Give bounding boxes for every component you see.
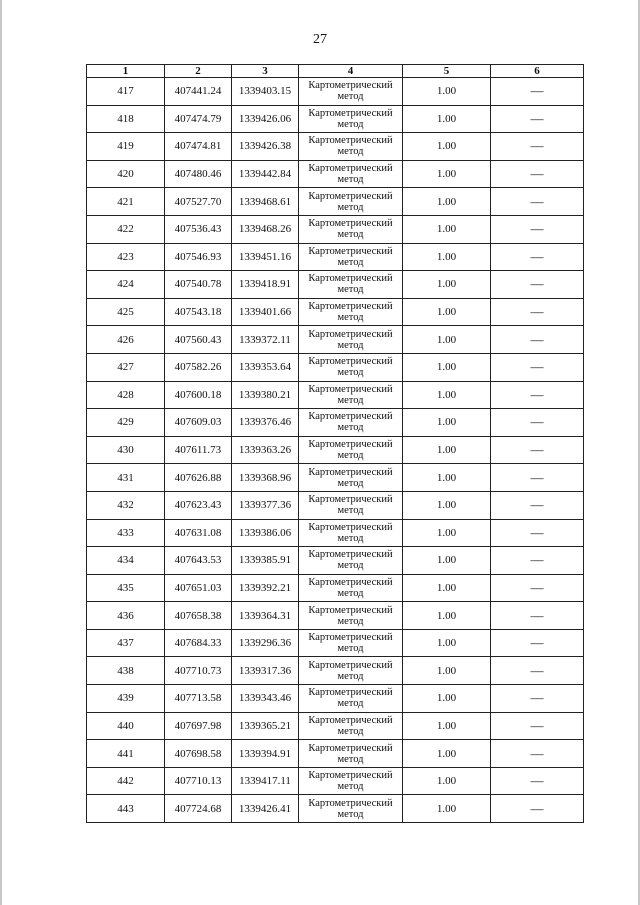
point-number-cell: 421 — [87, 188, 165, 216]
x-coordinate-cell: 407698.58 — [165, 740, 232, 768]
accuracy-cell: 1.00 — [403, 105, 491, 133]
y-coordinate-cell: 1339442.84 — [232, 160, 299, 188]
accuracy-cell: 1.00 — [403, 409, 491, 437]
x-coordinate-cell: 407600.18 — [165, 381, 232, 409]
x-coordinate-cell: 407643.53 — [165, 547, 232, 575]
method-cell: Картометрический метод — [299, 271, 403, 299]
x-coordinate-cell: 407611.73 — [165, 436, 232, 464]
point-number-cell: 434 — [87, 547, 165, 575]
description-cell: — — [491, 740, 584, 768]
description-cell: — — [491, 464, 584, 492]
accuracy-cell: 1.00 — [403, 795, 491, 823]
x-coordinate-cell: 407480.46 — [165, 160, 232, 188]
x-coordinate-cell: 407651.03 — [165, 574, 232, 602]
description-cell: — — [491, 188, 584, 216]
method-cell: Картометрический метод — [299, 795, 403, 823]
point-number-cell: 436 — [87, 602, 165, 630]
point-number-cell: 425 — [87, 298, 165, 326]
left-page-edge — [0, 0, 2, 905]
method-cell: Картометрический метод — [299, 215, 403, 243]
method-cell: Картометрический метод — [299, 629, 403, 657]
point-number-cell: 420 — [87, 160, 165, 188]
table-row — [87, 243, 584, 271]
y-coordinate-cell: 1339385.91 — [232, 547, 299, 575]
description-cell: — — [491, 215, 584, 243]
table-row — [87, 188, 584, 216]
description-cell: — — [491, 436, 584, 464]
table-row — [87, 160, 584, 188]
column-header: 1 — [87, 65, 165, 78]
point-number-cell: 418 — [87, 105, 165, 133]
x-coordinate-cell: 407527.70 — [165, 188, 232, 216]
y-coordinate-cell: 1339368.96 — [232, 464, 299, 492]
x-coordinate-cell: 407710.73 — [165, 657, 232, 685]
method-cell: Картометрический метод — [299, 685, 403, 713]
y-coordinate-cell: 1339392.21 — [232, 574, 299, 602]
table-row — [87, 574, 584, 602]
x-coordinate-cell: 407623.43 — [165, 491, 232, 519]
point-number-cell: 424 — [87, 271, 165, 299]
x-coordinate-cell: 407546.93 — [165, 243, 232, 271]
table-row — [87, 271, 584, 299]
y-coordinate-cell: 1339380.21 — [232, 381, 299, 409]
method-cell: Картометрический метод — [299, 243, 403, 271]
x-coordinate-cell: 407609.03 — [165, 409, 232, 437]
y-coordinate-cell: 1339317.36 — [232, 657, 299, 685]
accuracy-cell: 1.00 — [403, 464, 491, 492]
description-cell: — — [491, 795, 584, 823]
accuracy-cell: 1.00 — [403, 629, 491, 657]
method-cell: Картометрический метод — [299, 160, 403, 188]
x-coordinate-cell: 407724.68 — [165, 795, 232, 823]
description-cell: — — [491, 657, 584, 685]
accuracy-cell: 1.00 — [403, 326, 491, 354]
table-row — [87, 767, 584, 795]
x-coordinate-cell: 407658.38 — [165, 602, 232, 630]
column-header: 5 — [403, 65, 491, 78]
point-number-cell: 440 — [87, 712, 165, 740]
point-number-cell: 438 — [87, 657, 165, 685]
table-row — [87, 712, 584, 740]
x-coordinate-cell: 407626.88 — [165, 464, 232, 492]
accuracy-cell: 1.00 — [403, 740, 491, 768]
description-cell: — — [491, 298, 584, 326]
y-coordinate-cell: 1339417.11 — [232, 767, 299, 795]
method-cell: Картометрический метод — [299, 409, 403, 437]
accuracy-cell: 1.00 — [403, 574, 491, 602]
description-cell: — — [491, 602, 584, 630]
method-cell: Картометрический метод — [299, 381, 403, 409]
y-coordinate-cell: 1339296.36 — [232, 629, 299, 657]
point-number-cell: 430 — [87, 436, 165, 464]
method-cell: Картометрический метод — [299, 78, 403, 106]
method-cell: Картометрический метод — [299, 353, 403, 381]
method-cell: Картометрический метод — [299, 105, 403, 133]
y-coordinate-cell: 1339372.11 — [232, 326, 299, 354]
method-cell: Картометрический метод — [299, 712, 403, 740]
x-coordinate-cell: 407543.18 — [165, 298, 232, 326]
description-cell: — — [491, 78, 584, 106]
y-coordinate-cell: 1339353.64 — [232, 353, 299, 381]
method-cell: Картометрический метод — [299, 574, 403, 602]
accuracy-cell: 1.00 — [403, 215, 491, 243]
description-cell: — — [491, 326, 584, 354]
point-number-cell: 439 — [87, 685, 165, 713]
description-cell: — — [491, 685, 584, 713]
table-row — [87, 685, 584, 713]
accuracy-cell: 1.00 — [403, 602, 491, 630]
x-coordinate-cell: 407582.26 — [165, 353, 232, 381]
description-cell: — — [491, 353, 584, 381]
point-number-cell: 426 — [87, 326, 165, 354]
column-header: 6 — [491, 65, 584, 78]
method-cell: Картометрический метод — [299, 519, 403, 547]
x-coordinate-cell: 407631.08 — [165, 519, 232, 547]
description-cell: — — [491, 243, 584, 271]
table-row — [87, 105, 584, 133]
x-coordinate-cell: 407441.24 — [165, 78, 232, 106]
point-number-cell: 433 — [87, 519, 165, 547]
y-coordinate-cell: 1339386.06 — [232, 519, 299, 547]
method-cell: Картометрический метод — [299, 298, 403, 326]
point-number-cell: 443 — [87, 795, 165, 823]
description-cell: — — [491, 271, 584, 299]
column-header: 3 — [232, 65, 299, 78]
column-header: 2 — [165, 65, 232, 78]
method-cell: Картометрический метод — [299, 602, 403, 630]
accuracy-cell: 1.00 — [403, 712, 491, 740]
method-cell: Картометрический метод — [299, 188, 403, 216]
point-number-cell: 419 — [87, 133, 165, 161]
table-row — [87, 464, 584, 492]
table-row — [87, 381, 584, 409]
x-coordinate-cell: 407713.58 — [165, 685, 232, 713]
x-coordinate-cell: 407474.81 — [165, 133, 232, 161]
accuracy-cell: 1.00 — [403, 353, 491, 381]
table-row — [87, 657, 584, 685]
accuracy-cell: 1.00 — [403, 547, 491, 575]
accuracy-cell: 1.00 — [403, 519, 491, 547]
point-number-cell: 422 — [87, 215, 165, 243]
method-cell: Картометрический метод — [299, 657, 403, 685]
method-cell: Картометрический метод — [299, 547, 403, 575]
page-number: 27 — [313, 32, 327, 47]
table-row — [87, 795, 584, 823]
description-cell: — — [491, 574, 584, 602]
y-coordinate-cell: 1339403.15 — [232, 78, 299, 106]
table-row — [87, 353, 584, 381]
description-cell: — — [491, 629, 584, 657]
y-coordinate-cell: 1339451.16 — [232, 243, 299, 271]
column-header: 4 — [299, 65, 403, 78]
description-cell: — — [491, 767, 584, 795]
y-coordinate-cell: 1339363.26 — [232, 436, 299, 464]
accuracy-cell: 1.00 — [403, 271, 491, 299]
table-row — [87, 409, 584, 437]
table-row — [87, 326, 584, 354]
x-coordinate-cell: 407710.13 — [165, 767, 232, 795]
table-row — [87, 602, 584, 630]
y-coordinate-cell: 1339364.31 — [232, 602, 299, 630]
method-cell: Картометрический метод — [299, 326, 403, 354]
table-row — [87, 491, 584, 519]
point-number-cell: 423 — [87, 243, 165, 271]
table-row — [87, 436, 584, 464]
description-cell: — — [491, 409, 584, 437]
y-coordinate-cell: 1339418.91 — [232, 271, 299, 299]
accuracy-cell: 1.00 — [403, 243, 491, 271]
table-body — [87, 78, 584, 823]
method-cell: Картометрический метод — [299, 767, 403, 795]
description-cell: — — [491, 105, 584, 133]
accuracy-cell: 1.00 — [403, 188, 491, 216]
accuracy-cell: 1.00 — [403, 436, 491, 464]
y-coordinate-cell: 1339365.21 — [232, 712, 299, 740]
description-cell: — — [491, 519, 584, 547]
point-number-cell: 417 — [87, 78, 165, 106]
table-row — [87, 78, 584, 106]
point-number-cell: 429 — [87, 409, 165, 437]
y-coordinate-cell: 1339401.66 — [232, 298, 299, 326]
description-cell: — — [491, 547, 584, 575]
accuracy-cell: 1.00 — [403, 767, 491, 795]
x-coordinate-cell: 407697.98 — [165, 712, 232, 740]
description-cell: — — [491, 160, 584, 188]
x-coordinate-cell: 407684.33 — [165, 629, 232, 657]
method-cell: Картометрический метод — [299, 464, 403, 492]
y-coordinate-cell: 1339377.36 — [232, 491, 299, 519]
table-row — [87, 629, 584, 657]
point-number-cell: 437 — [87, 629, 165, 657]
point-number-cell: 427 — [87, 353, 165, 381]
accuracy-cell: 1.00 — [403, 298, 491, 326]
y-coordinate-cell: 1339394.91 — [232, 740, 299, 768]
y-coordinate-cell: 1339426.41 — [232, 795, 299, 823]
description-cell: — — [491, 712, 584, 740]
y-coordinate-cell: 1339468.61 — [232, 188, 299, 216]
accuracy-cell: 1.00 — [403, 381, 491, 409]
method-cell: Картометрический метод — [299, 133, 403, 161]
point-number-cell: 441 — [87, 740, 165, 768]
method-cell: Картометрический метод — [299, 491, 403, 519]
description-cell: — — [491, 491, 584, 519]
point-number-cell: 435 — [87, 574, 165, 602]
y-coordinate-cell: 1339376.46 — [232, 409, 299, 437]
header-row — [87, 65, 584, 78]
x-coordinate-cell: 407536.43 — [165, 215, 232, 243]
accuracy-cell: 1.00 — [403, 160, 491, 188]
point-number-cell: 428 — [87, 381, 165, 409]
accuracy-cell: 1.00 — [403, 491, 491, 519]
accuracy-cell: 1.00 — [403, 685, 491, 713]
x-coordinate-cell: 407560.43 — [165, 326, 232, 354]
table-row — [87, 298, 584, 326]
coordinates-table — [86, 64, 584, 823]
method-cell: Картометрический метод — [299, 436, 403, 464]
accuracy-cell: 1.00 — [403, 657, 491, 685]
accuracy-cell: 1.00 — [403, 133, 491, 161]
point-number-cell: 442 — [87, 767, 165, 795]
y-coordinate-cell: 1339468.26 — [232, 215, 299, 243]
table-row — [87, 215, 584, 243]
accuracy-cell: 1.00 — [403, 78, 491, 106]
table-row — [87, 133, 584, 161]
point-number-cell: 432 — [87, 491, 165, 519]
x-coordinate-cell: 407474.79 — [165, 105, 232, 133]
y-coordinate-cell: 1339343.46 — [232, 685, 299, 713]
point-number-cell: 431 — [87, 464, 165, 492]
table-row — [87, 740, 584, 768]
x-coordinate-cell: 407540.78 — [165, 271, 232, 299]
y-coordinate-cell: 1339426.38 — [232, 133, 299, 161]
table-row — [87, 519, 584, 547]
table-row — [87, 547, 584, 575]
method-cell: Картометрический метод — [299, 740, 403, 768]
description-cell: — — [491, 381, 584, 409]
y-coordinate-cell: 1339426.06 — [232, 105, 299, 133]
description-cell: — — [491, 133, 584, 161]
